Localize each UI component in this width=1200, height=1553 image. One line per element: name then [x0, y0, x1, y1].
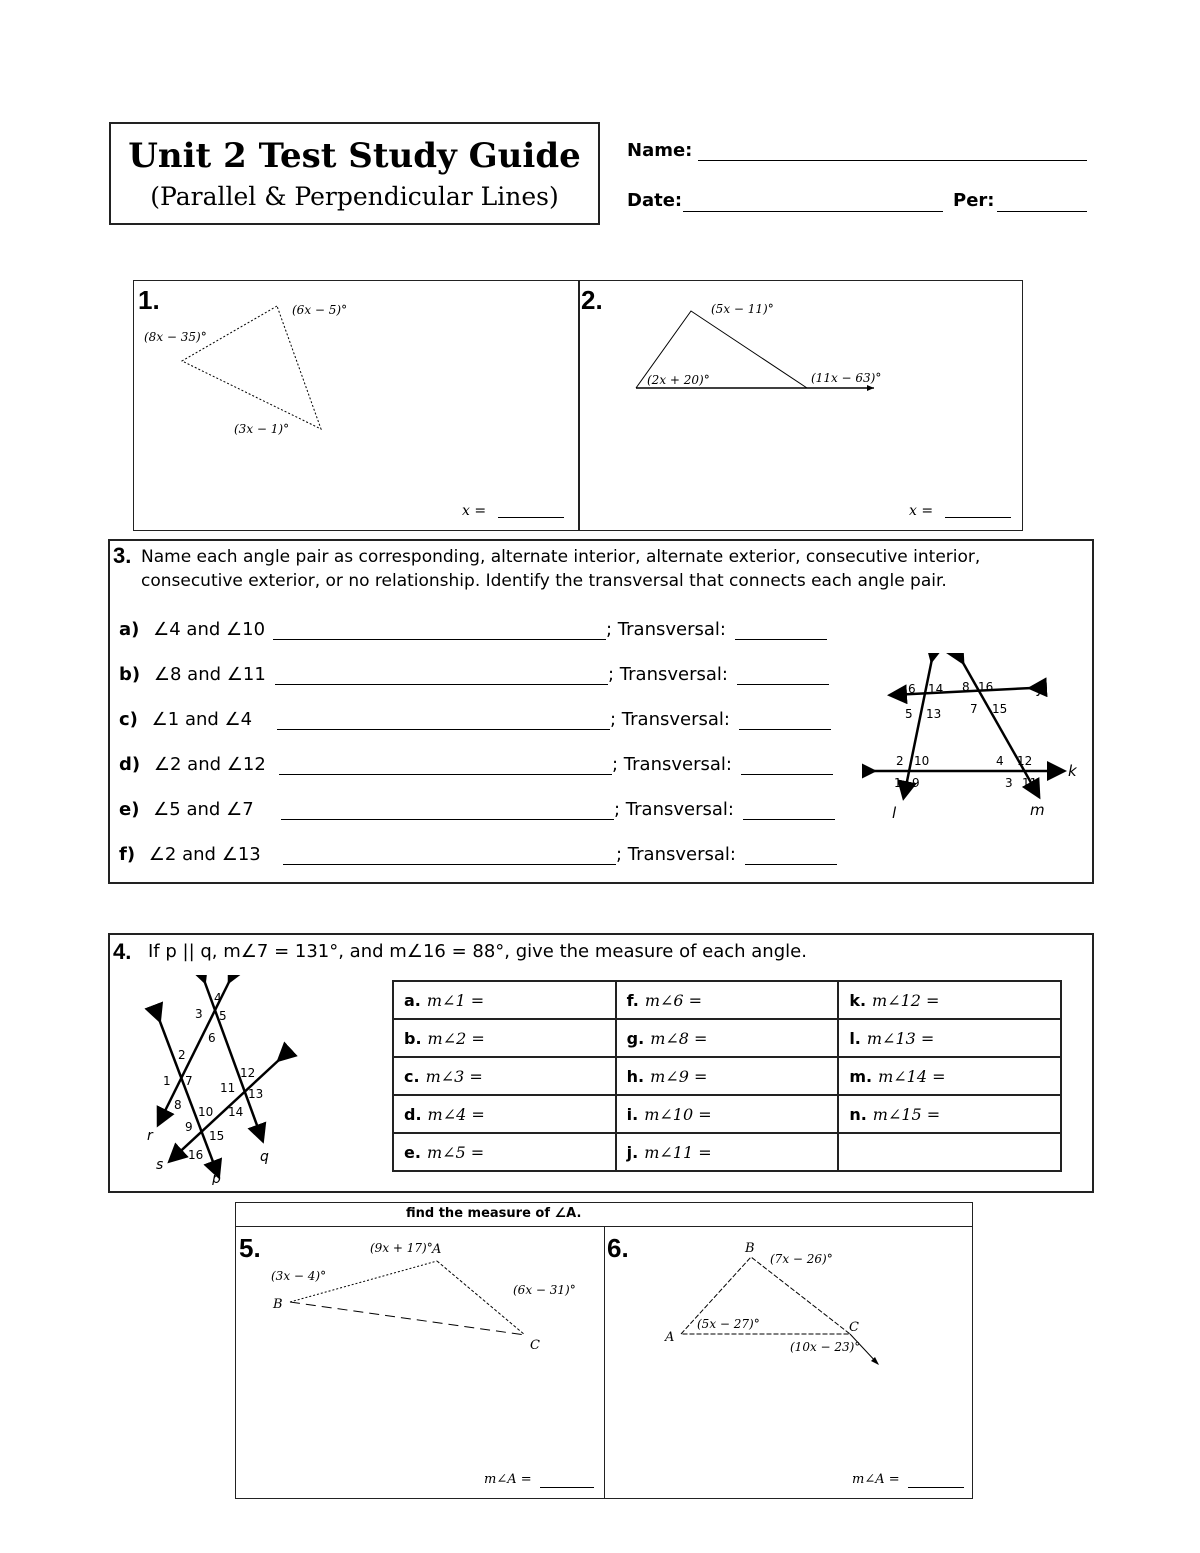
answer-label: x = — [909, 503, 934, 519]
svg-text:10: 10 — [914, 754, 930, 768]
item-letter: a) — [119, 619, 140, 640]
triangle — [182, 306, 321, 429]
svg-text:11: 11 — [220, 1081, 236, 1095]
period-field[interactable] — [997, 211, 1087, 212]
transversal-field[interactable] — [739, 729, 831, 730]
triangle-diagram-6 — [605, 1227, 972, 1498]
svg-text:A: A — [665, 1330, 675, 1345]
svg-text:14: 14 — [228, 1105, 244, 1119]
name-field[interactable] — [698, 160, 1087, 161]
svg-text:5: 5 — [219, 1009, 227, 1023]
date-field[interactable] — [683, 211, 943, 212]
svg-text:p: p — [212, 1171, 221, 1185]
question-5-box — [235, 1226, 605, 1499]
svg-text:7: 7 — [970, 702, 978, 716]
angle-pair: ∠2 and ∠13 — [148, 844, 261, 865]
table-row — [393, 1019, 1061, 1057]
svg-text:r: r — [147, 1128, 153, 1144]
triangle-diagram-1 — [134, 281, 579, 530]
angle-measure-cell[interactable]: a. m∠1 = — [393, 981, 616, 1019]
instructions-line-1: Name each angle pair as corresponding, alternate interior, alternate exterior, consecutive interior, — [141, 547, 981, 567]
svg-text:15: 15 — [992, 702, 1008, 716]
line-name-labels — [147, 1128, 269, 1185]
svg-text:6: 6 — [208, 1031, 216, 1045]
angle-measure-cell[interactable]: k. m∠12 = — [838, 981, 1061, 1019]
page-title: Unit 2 Test Study Guide — [128, 136, 581, 176]
answer-field[interactable] — [945, 517, 1011, 518]
angle-measure-cell[interactable]: h. m∠9 = — [616, 1057, 839, 1095]
transversal-label: ; Transversal: — [608, 664, 728, 685]
question-number: 4. — [113, 939, 132, 964]
table-row — [393, 1057, 1061, 1095]
question-4-prompt: If p || q, m∠7 = 131°, and m∠16 = 88°, give the measure of each angle. — [148, 941, 807, 962]
relationship-field[interactable] — [279, 774, 612, 775]
svg-text:1: 1 — [894, 776, 902, 790]
svg-text:(9x + 17)°: (9x + 17)° — [370, 1241, 433, 1255]
svg-text:(10x − 23)°: (10x − 23)° — [790, 1340, 861, 1354]
triangle-diagram-2 — [579, 281, 1022, 530]
svg-text:B: B — [273, 1297, 283, 1312]
transversal-field[interactable] — [745, 864, 837, 865]
question-1-box — [133, 280, 580, 531]
svg-text:C: C — [849, 1320, 859, 1335]
svg-text:s: s — [156, 1157, 164, 1173]
svg-text:q: q — [260, 1149, 269, 1165]
svg-text:8: 8 — [962, 680, 970, 694]
svg-text:4: 4 — [214, 991, 222, 1005]
question-number: 2. — [581, 285, 603, 315]
svg-text:2: 2 — [896, 754, 904, 768]
svg-text:8: 8 — [174, 1098, 182, 1112]
angle-measure-cell[interactable]: n. m∠15 = — [838, 1095, 1061, 1133]
table-row — [393, 1133, 1061, 1171]
page-subtitle: (Parallel & Perpendicular Lines) — [150, 182, 559, 211]
svg-text:5: 5 — [905, 707, 913, 721]
item-letter: c) — [119, 709, 138, 730]
question-number: 1. — [138, 285, 160, 315]
angle-measure-cell[interactable]: d. m∠4 = — [393, 1095, 616, 1133]
transversal-label: ; Transversal: — [606, 619, 726, 640]
per-label: Per: — [953, 190, 995, 211]
svg-text:16: 16 — [188, 1148, 204, 1162]
svg-text:k: k — [1068, 762, 1077, 780]
angle-label: (6x − 5)° — [292, 303, 348, 317]
answer-label: x = — [462, 503, 487, 519]
answer-label: m∠A = — [852, 1472, 900, 1487]
item-letter: b) — [119, 664, 141, 685]
instructions-line-2: consecutive exterior, or no relationship. Identify the transversal that connects each angle pair. — [141, 571, 947, 591]
angle-pair: ∠8 and ∠11 — [153, 664, 266, 685]
angle-label: (3x − 1)° — [234, 422, 290, 436]
svg-text:(3x − 4)°: (3x − 4)° — [271, 1269, 327, 1283]
svg-text:(6x − 31)°: (6x − 31)° — [513, 1283, 576, 1297]
svg-text:15: 15 — [209, 1129, 225, 1143]
questions-5-6-header — [235, 1202, 973, 1227]
svg-text:2: 2 — [178, 1048, 186, 1062]
angle-measure-cell[interactable]: c. m∠3 = — [393, 1057, 616, 1095]
transversal-label: ; Transversal: — [614, 799, 734, 820]
item-letter: f) — [119, 844, 136, 865]
transversal-label: ; Transversal: — [610, 709, 730, 730]
answer-field[interactable] — [540, 1487, 594, 1488]
transversal-field[interactable] — [737, 684, 829, 685]
svg-text:A: A — [432, 1242, 442, 1257]
answer-field[interactable] — [908, 1487, 964, 1488]
relationship-field[interactable] — [277, 729, 610, 730]
transversal-field[interactable] — [743, 819, 835, 820]
transversal-label: ; Transversal: — [612, 754, 732, 775]
angle-measure-cell[interactable]: l. m∠13 = — [838, 1019, 1061, 1057]
angle-pair-item — [119, 754, 266, 775]
angle-measure-table — [392, 980, 1062, 1172]
angle-label: (5x − 11)° — [711, 302, 774, 316]
svg-text:14: 14 — [928, 682, 944, 696]
question-number: 6. — [607, 1233, 629, 1263]
question-number: 5. — [239, 1233, 261, 1263]
answer-field[interactable] — [498, 517, 564, 518]
svg-text:l: l — [892, 804, 897, 822]
svg-text:C: C — [530, 1338, 540, 1353]
relationship-field[interactable] — [273, 639, 606, 640]
header-instruction: find the measure of ∠A. — [406, 1206, 582, 1221]
angle-measure-cell[interactable]: e. m∠5 = — [393, 1133, 616, 1171]
svg-text:9: 9 — [912, 776, 920, 790]
svg-text:9: 9 — [185, 1120, 193, 1134]
triangle-diagram-5 — [236, 1227, 604, 1498]
angle-pair: ∠1 and ∠4 — [151, 709, 253, 730]
svg-text:13: 13 — [926, 707, 942, 721]
svg-text:11: 11 — [1022, 776, 1038, 790]
relationship-field[interactable] — [281, 819, 614, 820]
relationship-field[interactable] — [275, 684, 608, 685]
transversal-diagram — [862, 653, 1092, 833]
answer-label: m∠A = — [484, 1472, 532, 1487]
angle-pair-item — [119, 664, 266, 685]
angle-pair: ∠4 and ∠10 — [153, 619, 266, 640]
transversal-label: ; Transversal: — [616, 844, 736, 865]
angle-label: (2x + 20)° — [647, 373, 710, 387]
date-label: Date: — [627, 190, 683, 211]
name-label: Name: — [627, 140, 693, 161]
line-m — [962, 661, 1038, 795]
angle-measure-cell[interactable]: j. m∠11 = — [616, 1133, 839, 1171]
angle-measure-cell[interactable]: g. m∠8 = — [616, 1019, 839, 1057]
angle-measure-cell[interactable]: f. m∠6 = — [616, 981, 839, 1019]
svg-text:m: m — [1030, 801, 1045, 819]
svg-text:4: 4 — [996, 754, 1004, 768]
angle-label: (11x − 63)° — [811, 371, 882, 385]
svg-text:3: 3 — [1005, 776, 1013, 790]
angle-pair-item — [119, 799, 254, 820]
svg-text:(7x − 26)°: (7x − 26)° — [770, 1252, 833, 1266]
relationship-field[interactable] — [283, 864, 616, 865]
svg-text:j: j — [1038, 679, 1043, 697]
question-6-box — [604, 1226, 973, 1499]
angle-pair-item — [119, 844, 261, 865]
question-2-box — [578, 280, 1023, 531]
table-row — [393, 1095, 1061, 1133]
item-letter: d) — [119, 754, 141, 775]
parallel-lines-diagram — [134, 975, 314, 1185]
svg-text:(5x − 27)°: (5x − 27)° — [697, 1317, 760, 1331]
svg-text:13: 13 — [248, 1087, 264, 1101]
svg-text:16: 16 — [978, 680, 994, 694]
title-box — [109, 122, 600, 225]
question-number: 3. — [113, 543, 132, 568]
angle-pair: ∠2 and ∠12 — [153, 754, 266, 775]
svg-text:12: 12 — [1017, 754, 1033, 768]
angle-pair: ∠5 and ∠7 — [153, 799, 254, 820]
item-letter: e) — [119, 799, 140, 820]
angle-measure-cell[interactable]: b. m∠2 = — [393, 1019, 616, 1057]
svg-text:10: 10 — [198, 1105, 214, 1119]
angle-pair-item — [119, 619, 265, 640]
angle-pair-item — [119, 709, 252, 730]
table-row — [393, 981, 1061, 1019]
angle-measure-cell[interactable]: m. m∠14 = — [838, 1057, 1061, 1095]
svg-text:B: B — [745, 1241, 755, 1256]
angle-measure-cell[interactable]: i. m∠10 = — [616, 1095, 839, 1133]
svg-text:1: 1 — [163, 1074, 171, 1088]
svg-text:12: 12 — [240, 1066, 256, 1080]
question-3-box — [108, 539, 1094, 884]
angle-measure-cell[interactable] — [838, 1133, 1061, 1171]
transversal-field[interactable] — [735, 639, 827, 640]
transversal-field[interactable] — [741, 774, 833, 775]
svg-text:7: 7 — [185, 1074, 193, 1088]
angle-label: (8x − 35)° — [144, 330, 207, 344]
svg-text:6: 6 — [908, 682, 916, 696]
svg-text:3: 3 — [195, 1007, 203, 1021]
